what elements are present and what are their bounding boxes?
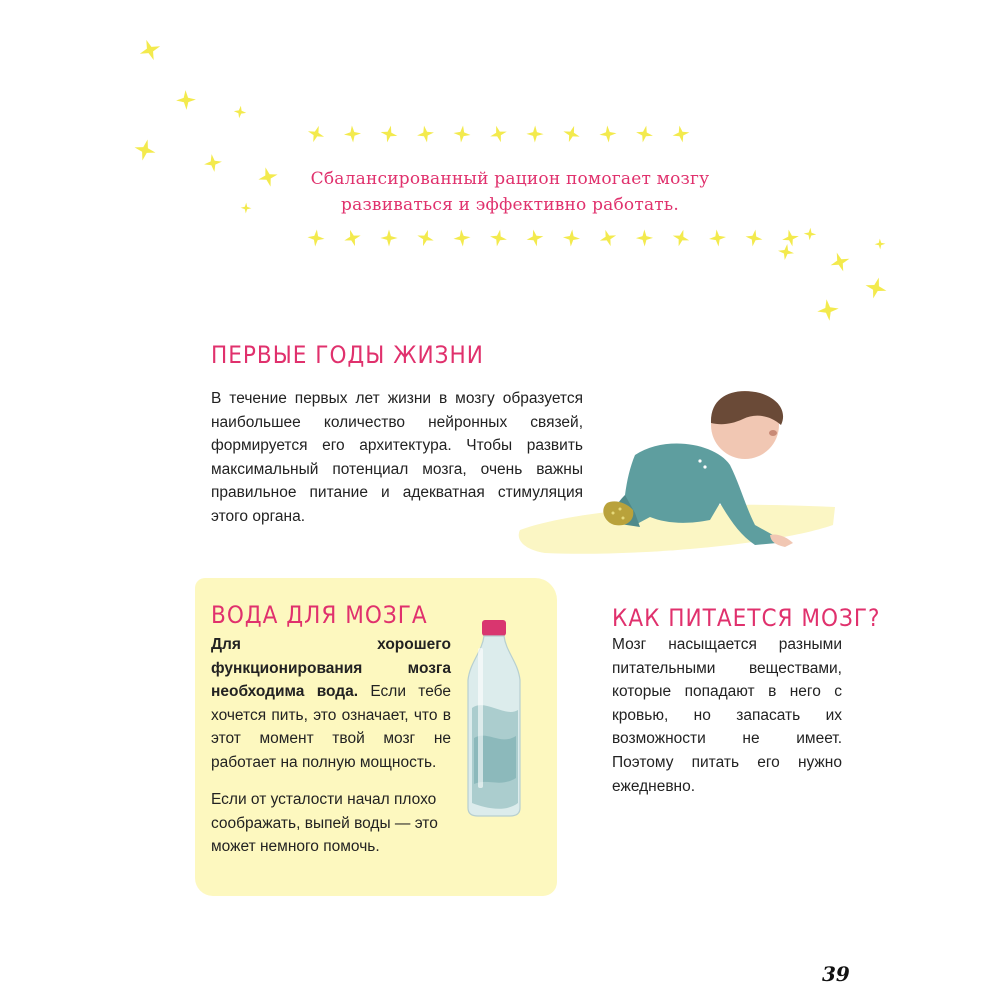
first-years-heading: ПЕРВЫЕ ГОДЫ ЖИЗНИ xyxy=(211,341,484,369)
star-icon xyxy=(380,229,397,246)
star-icon xyxy=(305,123,327,145)
page-number: 39 xyxy=(822,962,850,986)
star-icon xyxy=(708,228,727,247)
star-icon xyxy=(599,125,618,144)
intro-line-1: Сбалансированный рацион помогает мозгу xyxy=(310,169,710,189)
star-icon xyxy=(307,229,326,248)
intro-text xyxy=(300,166,720,218)
star-icon xyxy=(452,124,471,143)
star-icon xyxy=(416,124,436,144)
star-icon xyxy=(176,90,197,111)
star-icon xyxy=(562,229,581,248)
star-icon xyxy=(670,227,691,248)
star-icon xyxy=(780,228,801,249)
star-icon xyxy=(744,228,764,248)
water-text-2: Если от усталости начал плохо соображать, выпей воды — это может немного помочь. xyxy=(211,791,438,856)
star-icon xyxy=(777,243,796,262)
water-text xyxy=(211,633,451,775)
star-icon xyxy=(488,228,508,248)
star-icon xyxy=(597,227,619,249)
star-icon xyxy=(136,36,164,64)
first-years-text: В течение первых лет жизни в мозгу образуется наибольшее количество нейронных связей, формируется его архитектура. Чтобы развить максимальный потенциал мозга, очень важны правильное питание и адекватная стимуляция этого органа. xyxy=(211,390,583,525)
star-icon xyxy=(343,125,361,143)
star-icon xyxy=(671,124,691,144)
star-icon xyxy=(415,227,436,248)
star-icon xyxy=(636,229,653,246)
star-icon xyxy=(132,137,158,163)
water-heading: ВОДА ДЛЯ МОЗГА xyxy=(211,601,428,629)
brain-feeding-text: Мозг насыщается разными питательными веществами, которые попадают в него с кровью, но запасать их возможности не имеет. Поэтому питать его нужно ежедневно. xyxy=(612,636,842,795)
star-icon xyxy=(203,153,224,174)
intro-line-2: развиваться и эффективно работать. xyxy=(341,195,679,215)
star-icon xyxy=(525,228,545,248)
star-icon xyxy=(233,105,247,119)
crawling-baby xyxy=(515,385,840,560)
star-icon xyxy=(634,124,654,144)
star-icon xyxy=(816,298,840,322)
star-icon xyxy=(803,227,816,240)
star-icon xyxy=(342,227,363,248)
brain-feeding-heading: КАК ПИТАЕТСЯ МОЗГ? xyxy=(612,604,881,632)
star-icon xyxy=(874,238,885,249)
star-icon xyxy=(863,275,889,301)
star-icon xyxy=(379,124,400,145)
water-bottle xyxy=(460,618,528,818)
water-bold-text: Для хорошего функционирования мозга необходима вода. xyxy=(211,636,451,701)
star-icon xyxy=(240,202,251,213)
star-icon xyxy=(827,249,852,274)
star-icon xyxy=(256,165,280,189)
star-icon xyxy=(488,123,509,144)
water-regular-text: Если тебе хочется пить, это означает, что в этот момент твой мозг не работает на полную мощность. xyxy=(211,683,451,771)
star-icon xyxy=(526,125,543,142)
star-icon xyxy=(561,123,583,145)
star-icon xyxy=(453,229,472,248)
